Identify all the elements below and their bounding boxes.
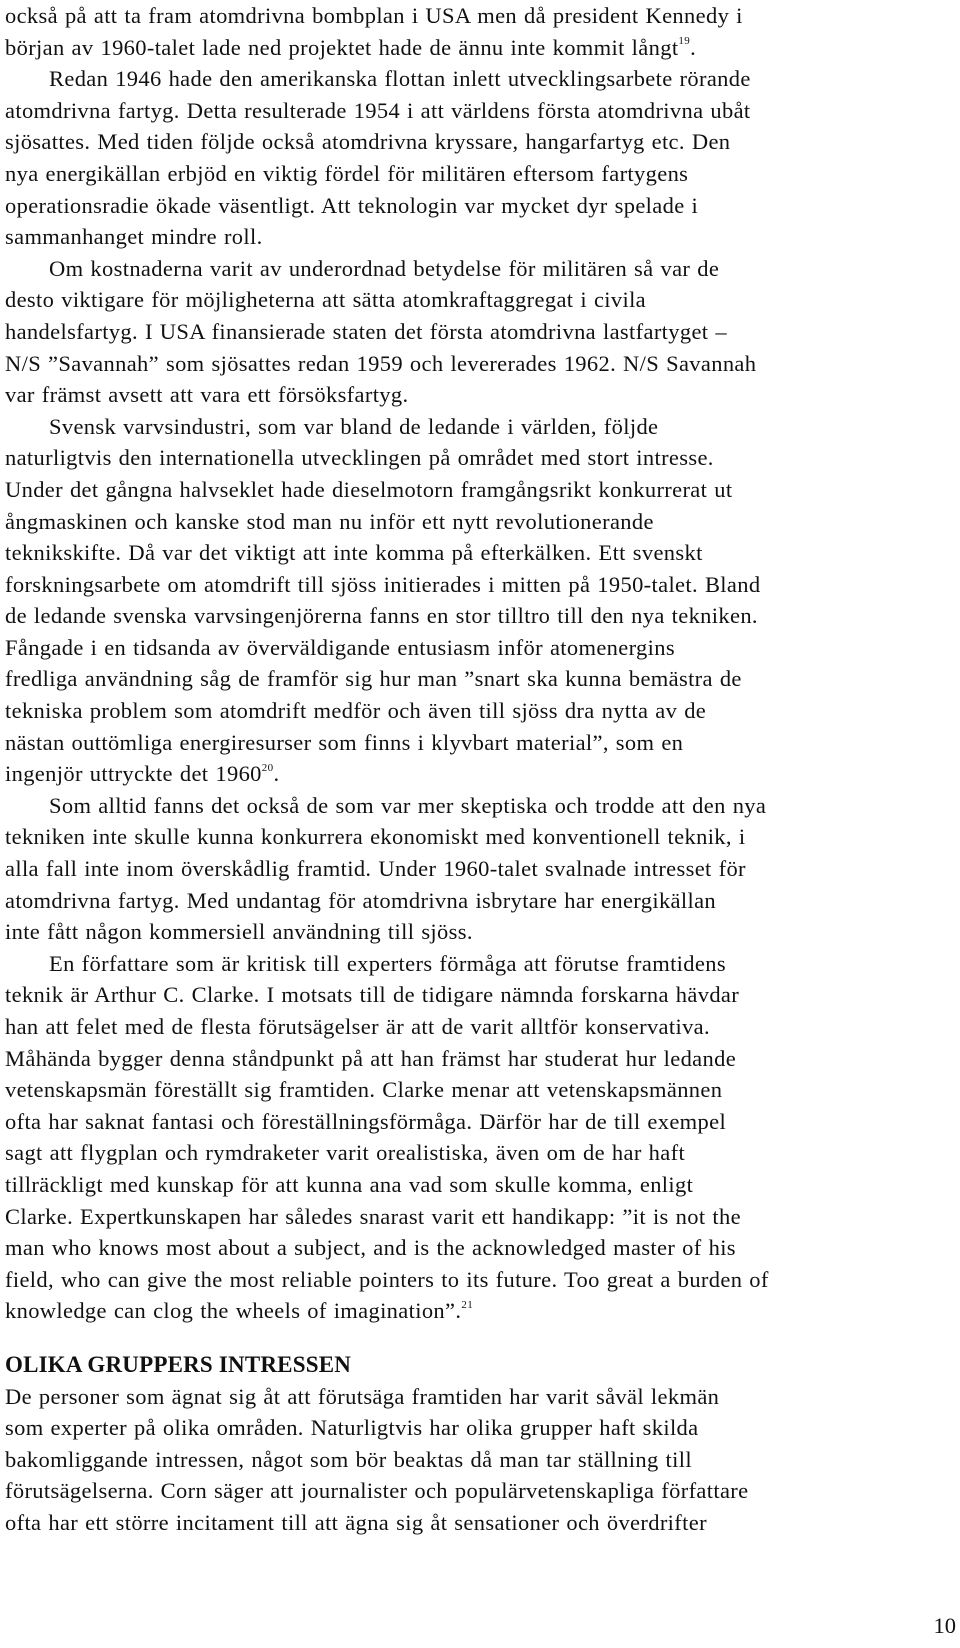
text-line	[5, 1074, 953, 1106]
text-line	[5, 1043, 953, 1075]
text-line	[5, 695, 953, 727]
line-text: Måhända bygger denna ståndpunkt på att han främst har studerat hur ledande	[5, 1045, 737, 1071]
section-line: förutsägelserna. Corn säger att journalister och populärvetenskapliga författare	[5, 1478, 749, 1504]
line-text: knowledge can clog the wheels of imagination”.	[5, 1298, 462, 1324]
text-line	[5, 758, 953, 790]
text-line	[5, 885, 953, 917]
text-line	[5, 253, 953, 285]
text-line	[5, 1264, 953, 1296]
text-line	[5, 600, 953, 632]
line-text: man who knows most about a subject, and is the acknowledged master of his	[5, 1235, 736, 1261]
text-line	[5, 1169, 953, 1201]
section-line: som experter på olika områden. Naturligtvis har olika grupper haft skilda	[5, 1415, 699, 1441]
body-text	[5, 0, 953, 1327]
text-line	[5, 221, 953, 253]
line-text: desto viktigare för möjligheterna att sätta atomkraftaggregat i civila	[5, 287, 647, 313]
line-text: vetenskapsmän föreställt sig framtiden. Clarke menar att vetenskapsmännen	[5, 1077, 723, 1103]
line-text: de ledande svenska varvsingenjörerna fanns en stor tilltro till den nya tekniken.	[5, 603, 758, 629]
text-line	[5, 0, 953, 32]
text-line	[5, 95, 953, 127]
line-text: också på att ta fram atomdrivna bombplan i USA men då president Kennedy i	[5, 3, 743, 28]
text-line	[5, 1106, 953, 1138]
document-page	[5, 0, 953, 1539]
text-line	[5, 1201, 953, 1233]
line-text: Om kostnaderna varit av underordnad betydelse för militären så var de	[49, 255, 720, 281]
section-line: ofta har ett större incitament till att ägna sig åt sensationer och överdrifter	[5, 1509, 707, 1535]
line-text: Redan 1946 hade den amerikanska flottan inlett utvecklingsarbete rörande	[49, 66, 751, 92]
text-line	[5, 790, 953, 822]
text-line	[5, 663, 953, 695]
line-text: atomdrivna fartyg. Detta resulterade 1954 i att världens första atomdrivna ubåt	[5, 97, 751, 123]
text-line	[5, 1011, 953, 1043]
line-text: alla fall inte inom överskådlig framtid. Under 1960-talet svalnade intresset för	[5, 856, 746, 882]
line-text: Clarke. Expertkunskapen har således snarast varit ett handikapp: ”it is not the	[5, 1203, 741, 1229]
text-line	[5, 474, 953, 506]
text-line	[5, 506, 953, 538]
text-line	[5, 126, 953, 158]
line-text: Fångade i en tidsanda av överväldigande entusiasm inför atomenergins	[5, 634, 675, 660]
section-line: De personer som ägnat sig åt att förutsäga framtiden har varit såväl lekmän	[5, 1383, 720, 1409]
text-line	[5, 348, 953, 380]
line-text: sagt att flygplan och rymdraketer varit orealistiska, även om de har haft	[5, 1140, 686, 1166]
text-line	[5, 727, 953, 759]
section-heading: OLIKA GRUPPERS INTRESSEN	[5, 1351, 352, 1377]
text-line	[5, 948, 953, 980]
text-line	[5, 32, 953, 64]
line-text: han att felet med de flesta förutsägelser är att de varit alltför konservativa.	[5, 1014, 710, 1039]
line-text: operationsradie ökade väsentligt. Att teknologin var mycket dyr spelade i	[5, 192, 699, 218]
text-line	[5, 190, 953, 222]
line-text: sammanhanget mindre roll.	[5, 224, 263, 250]
text-line	[5, 632, 953, 664]
text-line	[5, 979, 953, 1011]
footnote-ref: 20	[261, 761, 274, 774]
page-number: 10	[933, 1613, 956, 1638]
text-line	[5, 379, 953, 411]
text-line	[5, 569, 953, 601]
line-text: början av 1960-talet lade ned projektet hade de ännu inte kommit långt	[5, 34, 679, 60]
text-line	[5, 316, 953, 348]
line-text: ingenjör uttryckte det 1960	[5, 761, 262, 787]
line-text: nya energikällan erbjöd en viktig fördel för militären eftersom fartygens	[5, 160, 689, 186]
text-line	[5, 1232, 953, 1264]
text-line	[5, 821, 953, 853]
line-text: N/S ”Savannah” som sjösattes redan 1959 och levererades 1962. N/S Savannah	[5, 350, 757, 376]
line-text: atomdrivna fartyg. Med undantag för atomdrivna isbrytare har energikällan	[5, 887, 717, 913]
line-text: Som alltid fanns det också de som var mer skeptiska och trodde att den nya	[49, 792, 767, 818]
text-line	[5, 284, 953, 316]
line-text: tillräckligt med kunskap för att kunna ana vad som skulle komma, enligt	[5, 1171, 694, 1197]
text-line	[5, 411, 953, 443]
line-text: ångmaskinen och kanske stod man nu inför ett nytt revolutionerande	[5, 508, 654, 534]
line-text: tekniska problem som atomdrift medför och även till sjöss dra nytta av de	[5, 698, 707, 724]
line-text: teknik är Arthur C. Clarke. I motsats till de tidigare nämnda forskarna hävdar	[5, 982, 740, 1008]
line-text: var främst avsett att vara ett försöksfartyg.	[5, 382, 409, 408]
line-text: nästan outtömliga energiresurser som finns i klyvbart material”, som en	[5, 729, 684, 755]
line-tail: .	[690, 34, 697, 60]
text-line	[5, 537, 953, 569]
line-text: Svensk varvsindustri, som var bland de ledande i världen, följde	[49, 413, 659, 439]
text-line	[5, 916, 953, 948]
line-text: teknikskifte. Då var det viktigt att inte komma på efterkälken. Ett svenskt	[5, 540, 703, 566]
section-gap	[5, 1327, 953, 1349]
line-text: tekniken inte skulle kunna konkurrera ekonomiskt med konventionell teknik, i	[5, 824, 746, 850]
line-text: fredliga användning såg de framför sig hur man ”snart ska kunna bemästra de	[5, 666, 742, 692]
section-text	[5, 1381, 953, 1539]
line-text: sjösattes. Med tiden följde också atomdrivna kryssare, hangarfartyg etc. Den	[5, 129, 731, 155]
line-text: inte fått någon kommersiell användning till sjöss.	[5, 919, 473, 945]
text-line	[5, 442, 953, 474]
line-text: field, who can give the most reliable pointers to its future. Too great a burden of	[5, 1266, 769, 1292]
line-tail: .	[273, 761, 280, 787]
text-line	[5, 63, 953, 95]
footnote-ref: 19	[678, 35, 691, 48]
text-line	[5, 158, 953, 190]
line-text: En författare som är kritisk till experters förmåga att förutse framtidens	[49, 950, 726, 976]
text-line	[5, 1295, 953, 1327]
footnote-ref: 21	[461, 1298, 474, 1311]
line-text: forskningsarbete om atomdrift till sjöss initierades i mitten på 1950-talet. Bland	[5, 571, 761, 597]
line-text: ofta har saknat fantasi och föreställningsförmåga. Därför har de till exempel	[5, 1108, 727, 1134]
section-line: bakomliggande intressen, något som bör beaktas då man tar ställning till	[5, 1446, 692, 1472]
line-text: naturligtvis den internationella utvecklingen på området med stort intresse.	[5, 445, 714, 471]
line-text: Under det gångna halvseklet hade dieselmotorn framgångsrikt konkurrerat ut	[5, 476, 733, 502]
text-line	[5, 1137, 953, 1169]
line-text: handelsfartyg. I USA finansierade staten det första atomdrivna lastfartyget –	[5, 318, 727, 344]
text-line	[5, 853, 953, 885]
